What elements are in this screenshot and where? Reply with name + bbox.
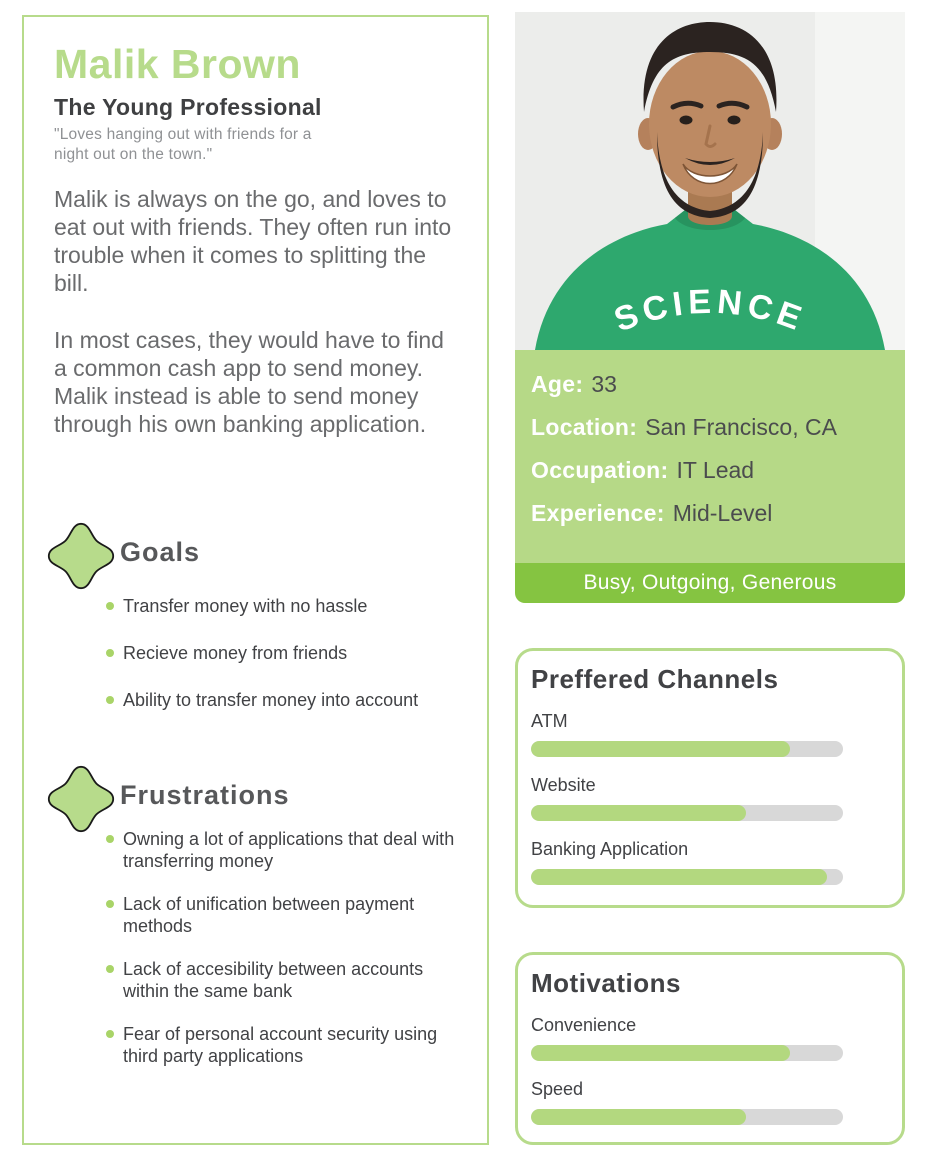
goals-section xyxy=(24,517,491,747)
detail-row xyxy=(531,500,889,526)
detail-value: IT Lead xyxy=(676,457,755,483)
goals-item-label: Recieve money from friends xyxy=(123,643,348,663)
detail-row xyxy=(531,371,889,397)
motivations-bar-group xyxy=(531,1015,843,1061)
motivations-bar-label: Convenience xyxy=(531,1015,637,1035)
progress-track xyxy=(531,741,843,757)
detail-label: Age: xyxy=(531,371,584,397)
goals-item xyxy=(106,595,474,617)
persona-quote: "Loves hanging out with friends for a night out on the town." xyxy=(54,126,312,163)
channels-bar-group xyxy=(531,775,843,821)
quatrefoil-icon xyxy=(46,762,116,836)
bullet-dot xyxy=(106,602,114,610)
persona-photo-illustration xyxy=(515,12,905,350)
goals-title: Goals xyxy=(120,537,201,567)
channels-bars xyxy=(518,711,902,885)
goals-item-label: Ability to transfer money into account xyxy=(123,690,419,710)
goals-list xyxy=(106,595,474,736)
persona-name: Malik Brown xyxy=(54,41,301,87)
progress-fill xyxy=(531,1045,790,1061)
bullet-dot xyxy=(106,1030,114,1038)
frustrations-title: Frustrations xyxy=(120,780,290,810)
bullet-dot xyxy=(106,835,114,843)
bullet-dot xyxy=(106,649,114,657)
channels-bar-group xyxy=(531,839,843,885)
details-box xyxy=(515,350,905,563)
channels-title: Preffered Channels xyxy=(531,664,779,694)
progress-fill xyxy=(531,805,746,821)
progress-fill xyxy=(531,869,827,885)
progress-fill xyxy=(531,741,790,757)
frustrations-list xyxy=(106,828,474,1088)
detail-row xyxy=(531,414,889,440)
bio-paragraph: In most cases, they would have to find a common cash app to send money. Malik instead is able to send money through his own banking application. xyxy=(54,327,444,437)
traits-badge: Busy, Outgoing, Generous xyxy=(515,563,905,603)
motivations-title: Motivations xyxy=(531,968,681,998)
persona-archetype: The Young Professional xyxy=(54,94,322,120)
persona-photo xyxy=(515,12,905,350)
channels-bar-label: Banking Application xyxy=(531,839,689,859)
progress-track xyxy=(531,805,843,821)
frustrations-item-label: Lack of unification between payment methods xyxy=(123,894,415,936)
channels-bar-label: ATM xyxy=(531,711,568,731)
frustrations-item-label: Fear of personal account security using third party applications xyxy=(123,1024,438,1066)
progress-fill xyxy=(531,1109,746,1125)
frustrations-section xyxy=(24,752,491,1142)
bullet-dot xyxy=(106,696,114,704)
detail-label: Experience: xyxy=(531,500,665,526)
detail-label: Location: xyxy=(531,414,638,440)
frustrations-item-label: Owning a lot of applications that deal with transferring money xyxy=(123,829,455,871)
frustrations-item xyxy=(106,1023,474,1067)
frustrations-item-label: Lack of accesibility between accounts within the same bank xyxy=(123,959,424,1001)
quatrefoil-icon xyxy=(46,519,116,593)
profile-card xyxy=(22,15,489,1145)
channels-bar-group xyxy=(531,711,843,757)
detail-value: 33 xyxy=(591,371,617,397)
bio-text xyxy=(54,185,462,467)
motivations-bars xyxy=(518,1015,902,1125)
frustrations-item xyxy=(106,828,474,872)
bullet-dot xyxy=(106,965,114,973)
bio-paragraph: Malik is always on the go, and loves to eat out with friends. They often run into trouble when it comes to splitting the bill. xyxy=(54,186,452,296)
detail-value: San Francisco, CA xyxy=(645,414,837,440)
progress-track xyxy=(531,1109,843,1125)
goals-item xyxy=(106,642,474,664)
frustrations-item xyxy=(106,893,474,937)
goals-item-label: Transfer money with no hassle xyxy=(123,596,368,616)
goals-item xyxy=(106,689,474,711)
progress-track xyxy=(531,869,843,885)
motivations-bar-label: Speed xyxy=(531,1079,584,1099)
channels-box xyxy=(515,648,905,908)
shirt-text: SCIENCE xyxy=(609,282,811,340)
detail-label: Occupation: xyxy=(531,457,669,483)
detail-row xyxy=(531,457,889,483)
bullet-dot xyxy=(106,900,114,908)
detail-value: Mid-Level xyxy=(672,500,773,526)
motivations-box xyxy=(515,952,905,1145)
channels-bar-label: Website xyxy=(531,775,596,795)
motivations-bar-group xyxy=(531,1079,843,1125)
frustrations-item xyxy=(106,958,474,1002)
progress-track xyxy=(531,1045,843,1061)
